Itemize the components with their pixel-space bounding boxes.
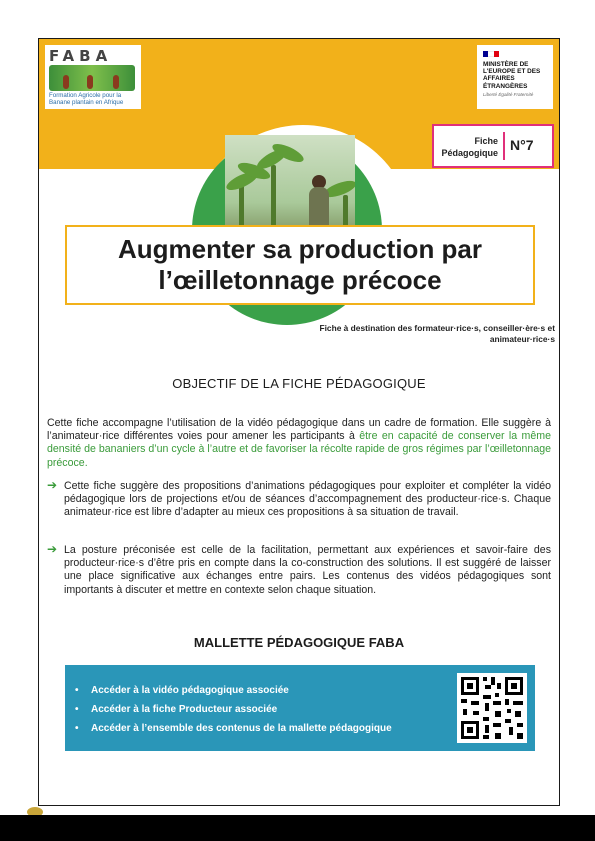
document-page	[38, 38, 560, 806]
logo-illustration	[49, 65, 135, 91]
page-title: Augmenter sa production par l’œilletonnage précoce	[117, 234, 483, 295]
resource-link-producer-sheet[interactable]	[75, 700, 392, 719]
faba-logo	[45, 45, 141, 109]
link-label[interactable]: Accéder à la vidéo pédagogique associée	[91, 685, 289, 696]
ministry-name: MINISTÈRE DE L'EUROPE ET DES AFFAIRES ÉTRANGÈRES	[483, 61, 541, 90]
badge-label: Fiche Pédagogique	[441, 136, 498, 158]
resource-link-all-contents[interactable]	[75, 719, 392, 738]
ministry-motto: Liberté Égalité Fraternité	[483, 92, 534, 97]
mallette-heading: MALLETTE PÉDAGOGIQUE FABA	[193, 635, 405, 650]
intro-highlight: être en capacité de conserver la même densité de bananiers d’un cycle à l’autre et de favoriser la récolte rapide de gros régimes par l’œilletonnage précoce.	[47, 430, 551, 469]
bullet-item	[47, 544, 551, 597]
badge-divider	[503, 132, 505, 160]
bullet-dot-icon: •	[75, 685, 79, 696]
link-label[interactable]: Accéder à l’ensemble des contenus de la mallette pédagogique	[91, 723, 392, 734]
badge-number: N°7	[510, 137, 534, 153]
objective-heading: OBJECTIF DE LA FICHE PÉDAGOGIQUE	[172, 376, 426, 391]
arrow-right-icon: ➔	[47, 478, 58, 492]
bullet-text: Cette fiche suggère des propositions d’animations pédagogiques pour exploiter et compléter la vidéo pédagogique lors de projections et/ou de séances d’accompagnement des producteur·rice·s. Chaque animateur·rice est libre d’adapter au mieux ces propositions à sa situation de travail.	[64, 480, 551, 519]
audience-note: Fiche à destination des formateur·rice·s, conseiller·ère·s et animateur·rice·s	[319, 323, 555, 344]
bullet-item	[47, 480, 551, 520]
resource-links-list	[75, 681, 392, 738]
bottom-black-bar	[0, 815, 595, 841]
title-box	[65, 225, 535, 305]
link-label[interactable]: Accéder à la fiche Producteur associée	[91, 704, 278, 715]
resource-link-video[interactable]	[75, 681, 392, 700]
resource-links-box	[65, 665, 535, 751]
bullet-dot-icon: •	[75, 704, 79, 715]
french-flag-icon	[483, 51, 499, 57]
intro-paragraph	[47, 417, 551, 470]
arrow-right-icon: ➔	[47, 542, 58, 556]
bullet-text: La posture préconisée est celle de la facilitation, permettant aux expériences et savoir-faire des producteur·rice·s d’être pris en compte dans la co-construction des solutions. Il est suggéré de laisser une place significative aux échanges entre pairs. Les contenus des vidéos pédagogiques sont importants à discuter et mettre en contexte selon chaque situation.	[64, 544, 551, 596]
intro-text: Cette fiche accompagne l’utilisation de la vidéo pédagogique dans un cadre de formation. Elle suggère à l’animateur·rice différentes voies pour amener les participants à	[47, 417, 551, 443]
bullet-dot-icon: •	[75, 723, 79, 734]
logo-wordmark: FABA	[49, 47, 113, 65]
qr-code-icon[interactable]	[457, 673, 527, 743]
fiche-badge	[432, 124, 554, 168]
logo-subtitle: Formation Agricole pour la Banane plantain en Afrique	[49, 92, 124, 106]
ministry-logo	[477, 45, 553, 109]
